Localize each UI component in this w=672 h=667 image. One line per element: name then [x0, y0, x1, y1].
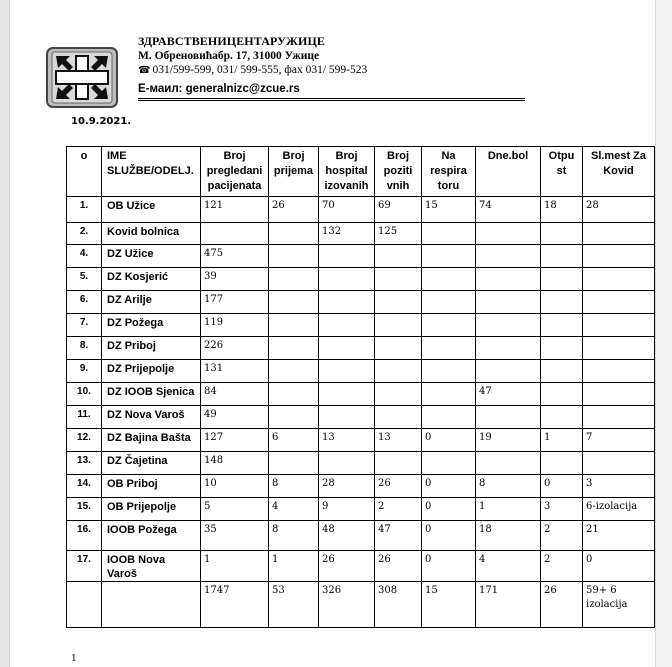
- cell-pozitivnih: 26: [375, 551, 422, 582]
- unit-name: DZ Nova Varoš: [102, 406, 201, 429]
- cell-slmest: 3: [583, 475, 655, 498]
- unit-name: DZ Užice: [102, 245, 201, 268]
- cell-prijema: 8: [269, 521, 319, 551]
- table-row: [67, 268, 655, 291]
- table-row: [67, 291, 655, 314]
- scrollbar[interactable]: [655, 0, 672, 667]
- covid-report-table: [66, 146, 655, 628]
- cell-slmest: [583, 314, 655, 337]
- row-number: 15.: [67, 498, 102, 521]
- cell-otpust: [541, 223, 583, 245]
- cell-otpust: [541, 314, 583, 337]
- unit-name: DZ IOOB Sjenica: [102, 383, 201, 406]
- cell-slmest: [583, 452, 655, 475]
- table-row: [67, 475, 655, 498]
- cell-otpust: 1: [541, 429, 583, 452]
- cell-pregledani: 121: [201, 197, 269, 223]
- cell-pregledani: 148: [201, 452, 269, 475]
- cell-pozitivnih: [375, 383, 422, 406]
- cell-dnebol: 8: [476, 475, 541, 498]
- unit-name: DZ Požega: [102, 314, 201, 337]
- header-free-beds: Sl.mest Za Kovid: [583, 147, 655, 197]
- cell-dnebol: 74: [476, 197, 541, 223]
- cell-hospital: 26: [319, 551, 375, 582]
- health-center-logo-icon: [46, 47, 118, 108]
- cell-pregledani: 10: [201, 475, 269, 498]
- cell-dnebol: [476, 223, 541, 245]
- cell-prijema: 1: [269, 551, 319, 582]
- cell-pregledani: 35: [201, 521, 269, 551]
- cell-dnebol: 19: [476, 429, 541, 452]
- cell-pregledani: 475: [201, 245, 269, 268]
- cell-respira: [422, 383, 476, 406]
- cell-prijema: 6: [269, 429, 319, 452]
- cell-dnebol: 18: [476, 521, 541, 551]
- cell-dnebol: [476, 452, 541, 475]
- cell-otpust: [541, 452, 583, 475]
- cell-hospital: [319, 314, 375, 337]
- cell-slmest: [583, 383, 655, 406]
- cell-pregledani: 119: [201, 314, 269, 337]
- table-header-row: [67, 147, 655, 197]
- cell-slmest: 28: [583, 197, 655, 223]
- cell-dnebol: [476, 360, 541, 383]
- row-number: 6.: [67, 291, 102, 314]
- document-date: 10.9.2021.: [71, 116, 132, 127]
- cell-pozitivnih: [375, 314, 422, 337]
- cell-pozitivnih: 69: [375, 197, 422, 223]
- total-hospital: 326: [319, 582, 375, 628]
- total-pregledani: 1747: [201, 582, 269, 628]
- cell-dnebol: [476, 337, 541, 360]
- header-unit-name: IME SLUŽBE/ODELJ.: [102, 147, 201, 197]
- cell-prijema: [269, 291, 319, 314]
- header-positive: Broj poziti vnih: [375, 147, 422, 197]
- cell-dnebol: [476, 314, 541, 337]
- cell-dnebol: [476, 268, 541, 291]
- cell-pozitivnih: 47: [375, 521, 422, 551]
- organization-phone: [138, 63, 367, 79]
- unit-name: OB Priboj: [102, 475, 201, 498]
- cell-hospital: [319, 383, 375, 406]
- table-row: [67, 197, 655, 223]
- cell-pozitivnih: [375, 291, 422, 314]
- cell-respira: 15: [422, 197, 476, 223]
- table-row: [67, 383, 655, 406]
- cell-otpust: [541, 245, 583, 268]
- cell-pozitivnih: 26: [375, 475, 422, 498]
- cell-prijema: [269, 452, 319, 475]
- cell-slmest: [583, 291, 655, 314]
- cell-respira: [422, 291, 476, 314]
- page-number: 1: [71, 652, 77, 664]
- unit-name: IOOB Požega: [102, 521, 201, 551]
- row-number: 7.: [67, 314, 102, 337]
- organization-name: ЗДРАВСТВЕНИЦЕНТАРУЖИЦЕ: [138, 34, 325, 48]
- cell-slmest: [583, 223, 655, 245]
- cell-respira: [422, 452, 476, 475]
- row-number: 14.: [67, 475, 102, 498]
- unit-name: DZ Bajina Bašta: [102, 429, 201, 452]
- letterhead: [138, 34, 367, 96]
- cell-hospital: 48: [319, 521, 375, 551]
- cell-hospital: 13: [319, 429, 375, 452]
- header-respirator: Na respira toru: [422, 147, 476, 197]
- row-number: 10.: [67, 383, 102, 406]
- cell-slmest: [583, 268, 655, 291]
- unit-name: DZ Arilje: [102, 291, 201, 314]
- cell-pregledani: 5: [201, 498, 269, 521]
- table-row: [67, 551, 655, 582]
- header-examined: Broj pregledani pacijenata: [201, 147, 269, 197]
- cell-prijema: [269, 337, 319, 360]
- cell-respira: 0: [422, 521, 476, 551]
- table-row: [67, 406, 655, 429]
- total-slmest: 59+ 6 izolacija: [583, 582, 655, 628]
- cell-dnebol: [476, 291, 541, 314]
- cell-respira: 0: [422, 551, 476, 582]
- cell-respira: [422, 337, 476, 360]
- cell-respira: [422, 245, 476, 268]
- cell-dnebol: 47: [476, 383, 541, 406]
- cell-pregledani: 39: [201, 268, 269, 291]
- cell-pozitivnih: [375, 360, 422, 383]
- letterhead-divider-second: [138, 100, 525, 101]
- cell-prijema: [269, 314, 319, 337]
- unit-name: OB Prijepolje: [102, 498, 201, 521]
- cell-hospital: [319, 268, 375, 291]
- cell-prijema: [269, 360, 319, 383]
- cell-dnebol: [476, 245, 541, 268]
- cell-pregledani: 177: [201, 291, 269, 314]
- cell-hospital: [319, 406, 375, 429]
- cell-hospital: [319, 360, 375, 383]
- row-number: 13.: [67, 452, 102, 475]
- unit-name: DZ Čajetina: [102, 452, 201, 475]
- cell-otpust: [541, 383, 583, 406]
- cell-respira: [422, 223, 476, 245]
- cell-slmest: [583, 337, 655, 360]
- cell-slmest: [583, 406, 655, 429]
- totals-empty-num: [67, 582, 102, 628]
- cell-hospital: [319, 291, 375, 314]
- cell-pregledani: 49: [201, 406, 269, 429]
- total-otpust: 26: [541, 582, 583, 628]
- row-number: 16.: [67, 521, 102, 551]
- table-row: [67, 337, 655, 360]
- table-row: [67, 223, 655, 245]
- row-number: 4.: [67, 245, 102, 268]
- unit-name: IOOB Nova Varoš: [102, 551, 201, 582]
- unit-name: DZ Priboj: [102, 337, 201, 360]
- cell-hospital: 132: [319, 223, 375, 245]
- unit-name: OB Užice: [102, 197, 201, 223]
- table-row: [67, 245, 655, 268]
- cell-pozitivnih: [375, 452, 422, 475]
- cell-respira: 0: [422, 498, 476, 521]
- table-row: [67, 521, 655, 551]
- cell-otpust: 2: [541, 551, 583, 582]
- cell-slmest: [583, 245, 655, 268]
- phone-numbers: 031/599-599, 031/ 599-555, фах 031/ 599-523: [152, 64, 368, 76]
- cell-hospital: [319, 452, 375, 475]
- cell-otpust: [541, 360, 583, 383]
- cell-prijema: 8: [269, 475, 319, 498]
- organization-email: E-маил: generalnizc@zcue.rs: [138, 82, 300, 95]
- cell-otpust: 0: [541, 475, 583, 498]
- cell-prijema: [269, 223, 319, 245]
- total-pozitivnih: 308: [375, 582, 422, 628]
- cell-pregledani: 127: [201, 429, 269, 452]
- cell-slmest: 0: [583, 551, 655, 582]
- cell-dnebol: [476, 406, 541, 429]
- cell-hospital: 28: [319, 475, 375, 498]
- row-number: 9.: [67, 360, 102, 383]
- cell-pozitivnih: 2: [375, 498, 422, 521]
- cell-pozitivnih: [375, 268, 422, 291]
- row-number: 17.: [67, 551, 102, 582]
- cell-respira: [422, 406, 476, 429]
- cell-otpust: [541, 337, 583, 360]
- row-number: 8.: [67, 337, 102, 360]
- unit-name: DZ Prijepolje: [102, 360, 201, 383]
- cell-otpust: [541, 291, 583, 314]
- cell-respira: [422, 360, 476, 383]
- header-admissions: Broj prijema: [269, 147, 319, 197]
- cell-pozitivnih: 125: [375, 223, 422, 245]
- cell-slmest: [583, 360, 655, 383]
- table-row: [67, 314, 655, 337]
- totals-empty-name: [102, 582, 201, 628]
- cell-respira: 0: [422, 475, 476, 498]
- table-row: [67, 452, 655, 475]
- telephone-icon: ☎: [138, 65, 151, 76]
- cell-prijema: 4: [269, 498, 319, 521]
- organization-address: М. Обреновићабр. 17, 31000 Ужице: [138, 49, 320, 62]
- cell-pozitivnih: [375, 337, 422, 360]
- cell-pregledani: 1: [201, 551, 269, 582]
- cell-dnebol: 4: [476, 551, 541, 582]
- cell-prijema: [269, 245, 319, 268]
- header-day-hospital: Dne.bol: [476, 147, 541, 197]
- cell-pozitivnih: [375, 406, 422, 429]
- cell-otpust: [541, 406, 583, 429]
- cell-slmest: 7: [583, 429, 655, 452]
- letterhead-divider: [138, 98, 525, 99]
- total-dnebol: 171: [476, 582, 541, 628]
- header-num: o: [67, 147, 102, 197]
- cell-hospital: [319, 337, 375, 360]
- row-number: 5.: [67, 268, 102, 291]
- cell-slmest: 21: [583, 521, 655, 551]
- cell-hospital: 9: [319, 498, 375, 521]
- row-number: 1.: [67, 197, 102, 223]
- row-number: 12.: [67, 429, 102, 452]
- cell-hospital: 70: [319, 197, 375, 223]
- cell-pozitivnih: 13: [375, 429, 422, 452]
- page-edge-line: [9, 0, 10, 667]
- cell-pregledani: 84: [201, 383, 269, 406]
- cell-respira: [422, 314, 476, 337]
- cell-pozitivnih: [375, 245, 422, 268]
- table-row: [67, 360, 655, 383]
- cell-otpust: [541, 268, 583, 291]
- page-left-margin: [0, 0, 9, 667]
- unit-name: DZ Kosjerić: [102, 268, 201, 291]
- total-respira: 15: [422, 582, 476, 628]
- header-discharged: Otpu st: [541, 147, 583, 197]
- cell-otpust: 3: [541, 498, 583, 521]
- cell-pregledani: 226: [201, 337, 269, 360]
- table-row: [67, 429, 655, 452]
- cell-otpust: 2: [541, 521, 583, 551]
- cell-prijema: [269, 406, 319, 429]
- header-hospitalized: Broj hospital izovanih: [319, 147, 375, 197]
- total-prijema: 53: [269, 582, 319, 628]
- table-row: [67, 498, 655, 521]
- cell-pregledani: [201, 223, 269, 245]
- cell-prijema: [269, 268, 319, 291]
- cell-prijema: 26: [269, 197, 319, 223]
- cell-dnebol: 1: [476, 498, 541, 521]
- totals-row: [67, 582, 655, 628]
- cell-otpust: 18: [541, 197, 583, 223]
- cell-respira: 0: [422, 429, 476, 452]
- unit-name: Kovid bolnica: [102, 223, 201, 245]
- cell-pregledani: 131: [201, 360, 269, 383]
- cell-slmest: 6-izolacija: [583, 498, 655, 521]
- cell-prijema: [269, 383, 319, 406]
- row-number: 2.: [67, 223, 102, 245]
- cell-hospital: [319, 245, 375, 268]
- row-number: 11.: [67, 406, 102, 429]
- cell-respira: [422, 268, 476, 291]
